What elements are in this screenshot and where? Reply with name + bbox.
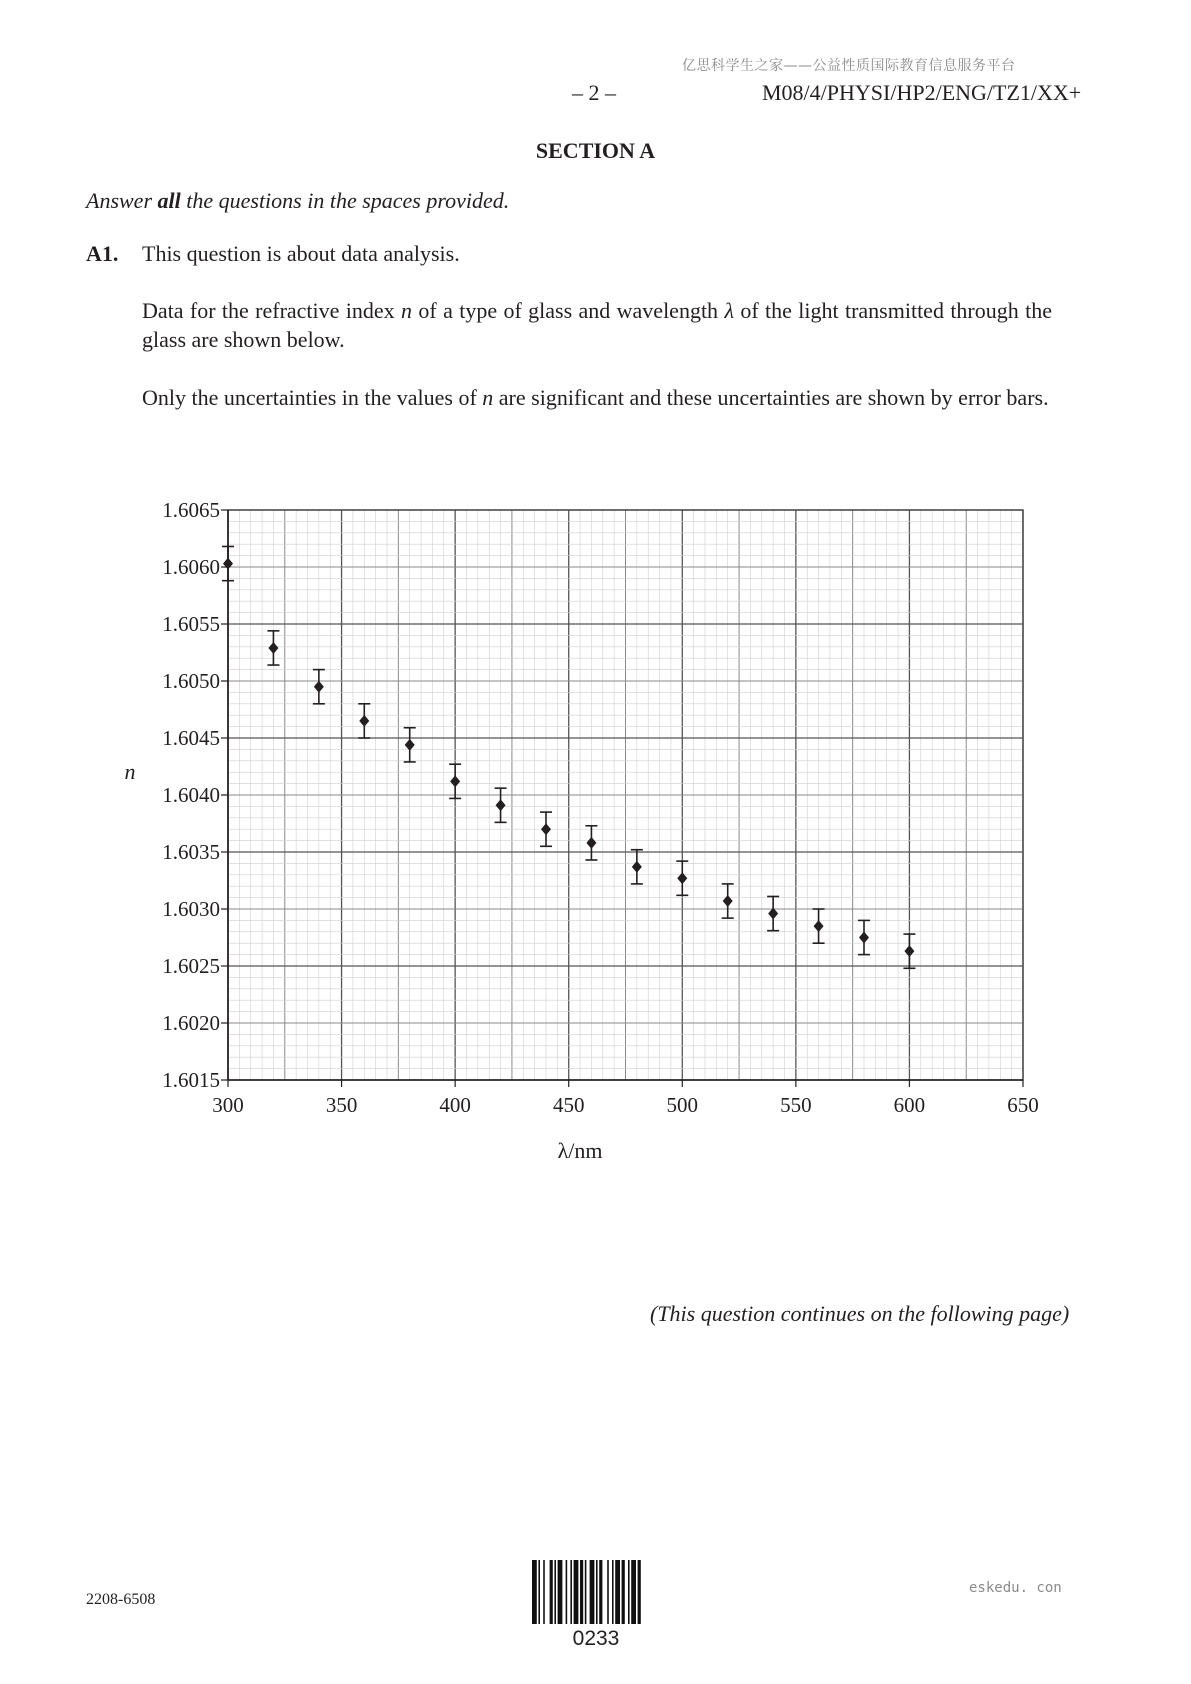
x-axis-label: λ/nm [557, 1138, 603, 1163]
instructions [86, 188, 509, 214]
watermark-chinese: 亿思科学生之家——公益性质国际教育信息服务平台 [682, 58, 1016, 74]
x-tick-label: 650 [1007, 1093, 1039, 1117]
barcode-bar [590, 1560, 595, 1624]
barcode-bar [628, 1560, 630, 1624]
data-marker [904, 945, 914, 957]
page-number: – 2 – [572, 80, 616, 105]
para1-var-n: n [401, 298, 413, 323]
y-tick-label: 1.6025 [162, 954, 220, 978]
para1-text-2: of a type of glass and wavelength [412, 298, 725, 323]
question-number: A1. [86, 241, 119, 266]
data-marker [859, 932, 869, 944]
para1-var-lambda: λ [724, 298, 734, 323]
y-tick-label: 1.6015 [162, 1068, 220, 1092]
barcode-bar [599, 1560, 602, 1624]
x-tick-label: 400 [439, 1093, 471, 1117]
barcode-bar [550, 1560, 553, 1624]
para2-text-2: are significant and these uncertainties are shown by error bars. [493, 385, 1049, 410]
data-marker [314, 681, 324, 693]
barcode-bar [574, 1560, 579, 1624]
x-tick-label: 550 [780, 1093, 812, 1117]
x-tick-label: 350 [325, 1093, 358, 1117]
barcode-bar [566, 1560, 568, 1624]
data-marker [723, 895, 733, 907]
barcode-bar [615, 1560, 620, 1624]
data-point [222, 546, 234, 580]
data-point [631, 850, 643, 884]
para2-var-n: n [482, 385, 494, 410]
section-title: SECTION A [535, 138, 656, 163]
data-point [313, 670, 325, 704]
barcode-number: 0233 [572, 1627, 620, 1650]
barcode-bar [570, 1560, 572, 1624]
instructions-before: Answer [86, 188, 158, 213]
data-marker [223, 558, 233, 570]
data-marker [359, 715, 369, 727]
data-marker [496, 799, 506, 811]
barcode-image [532, 1560, 660, 1624]
barcode-bar [631, 1560, 636, 1624]
chart-grid [228, 510, 1023, 1080]
continues-note: (This question continues on the following page) [650, 1301, 1070, 1326]
data-marker [405, 739, 415, 751]
data-point [404, 728, 416, 762]
question-intro: This question is about data analysis. [142, 241, 460, 266]
data-point [267, 631, 279, 665]
barcode-bar [622, 1560, 625, 1624]
data-point [449, 764, 461, 798]
barcode-bar [612, 1560, 614, 1624]
data-point [358, 704, 370, 738]
x-tick-label: 500 [666, 1093, 699, 1117]
data-marker [268, 642, 278, 654]
barcode-bar [585, 1560, 587, 1624]
y-tick-label: 1.6045 [162, 726, 220, 750]
data-marker [632, 861, 642, 873]
y-tick-label: 1.6065 [162, 498, 220, 522]
data-marker [450, 775, 460, 787]
document-id: 2208-6508 [86, 1591, 156, 1608]
data-point [495, 788, 507, 822]
x-tick-label: 450 [552, 1093, 585, 1117]
x-tick-label: 300 [212, 1093, 244, 1117]
data-point [903, 934, 915, 968]
y-tick-label: 1.6020 [162, 1011, 220, 1035]
data-point [722, 884, 734, 918]
x-tick-label: 600 [893, 1093, 926, 1117]
y-tick-label: 1.6060 [162, 555, 220, 579]
barcode-bar [554, 1560, 556, 1624]
data-marker [814, 920, 824, 932]
barcode-bar [543, 1560, 545, 1624]
data-point [767, 896, 779, 930]
data-point [585, 826, 597, 860]
barcode-bar [532, 1560, 537, 1624]
y-tick-label: 1.6035 [162, 840, 220, 864]
y-tick-label: 1.6050 [162, 669, 220, 693]
barcode-bar [538, 1560, 540, 1624]
para1-text-1: Data for the refractive index [142, 298, 402, 323]
barcode-bar [607, 1560, 609, 1624]
barcode-bar [580, 1560, 583, 1624]
y-tick-labels [162, 498, 228, 1092]
para1-text-3: of the light transmitted through the glass are shown below. [142, 298, 1052, 352]
barcode-bar [638, 1560, 641, 1624]
data-point [858, 920, 870, 954]
instructions-after: the questions in the spaces provided. [180, 188, 510, 213]
data-point [676, 861, 688, 895]
barcode-bar [596, 1560, 598, 1624]
data-marker [586, 837, 596, 849]
y-tick-label: 1.6030 [162, 897, 220, 921]
instructions-emphasis: all [157, 188, 181, 213]
data-point [813, 909, 825, 943]
site-watermark: eskedu. con [969, 1580, 1062, 1596]
y-tick-label: 1.6040 [162, 783, 220, 807]
barcode-bar [558, 1560, 563, 1624]
question-paragraph-1 [142, 296, 1052, 354]
refractive-index-chart [110, 490, 1070, 1170]
para2-text-1: Only the uncertainties in the values of [142, 385, 483, 410]
paper-code: M08/4/PHYSI/HP2/ENG/TZ1/XX+ [762, 80, 1082, 105]
data-marker [541, 823, 551, 835]
data-marker [677, 872, 687, 884]
y-axis-label: n [124, 759, 136, 785]
question-paragraph-2 [142, 383, 1052, 412]
data-point [540, 812, 552, 846]
x-tick-labels [212, 1080, 1039, 1117]
y-tick-label: 1.6055 [162, 612, 220, 636]
